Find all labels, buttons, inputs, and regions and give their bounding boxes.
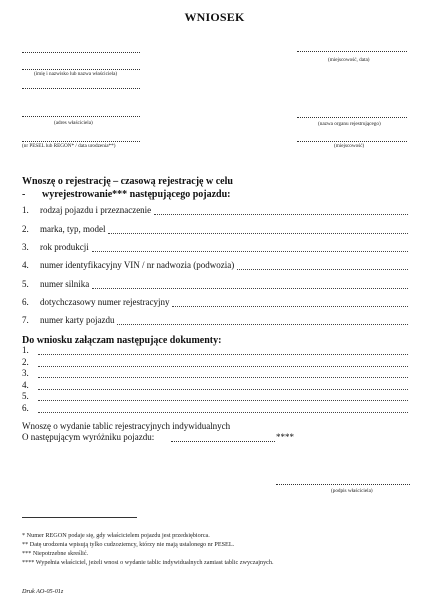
footnote: **** Wypełnia właściciel, jeżeli wnosi o wydanie tablic indywidualnych zamiast tablic zwyczajnych. <box>22 559 274 566</box>
request-line-1: Wnoszę o rejestrację – czasową rejestrację w celu <box>22 176 233 187</box>
owner-name-line[interactable] <box>22 52 140 53</box>
vehicle-item-field[interactable] <box>154 214 408 215</box>
place-date-caption: (miejscowość, data) <box>328 57 370 63</box>
place-date-line[interactable] <box>297 51 407 52</box>
plates-line-2-prefix: O następującym wyróżniku pojazdu: <box>22 432 155 442</box>
plates-line-1: Wnoszę o wydanie tablic rejestracyjnych indywidualnych <box>22 421 231 431</box>
authority-line[interactable] <box>297 117 407 118</box>
attachment-number: 2. <box>22 357 29 367</box>
vehicle-item-number: 3. <box>22 242 29 252</box>
vehicle-item-label: numer identyfikacyjny VIN / nr nadwozia (podwozia) <box>40 260 235 270</box>
attachment-field[interactable] <box>38 389 408 390</box>
pesel-line[interactable] <box>22 141 140 142</box>
vehicle-item-field[interactable] <box>172 306 408 307</box>
vehicle-item-number: 4. <box>22 260 29 270</box>
signature-caption: (podpis właściciela) <box>331 488 373 494</box>
form-title: WNIOSEK <box>184 10 245 24</box>
footnote: *** Niepotrzebne skreślić. <box>22 550 89 557</box>
footnote: * Numer REGON podaje się, gdy właścicielem pojazdu jest przedsiębiorca. <box>22 532 210 539</box>
attachment-field[interactable] <box>38 412 408 413</box>
place-caption: (miejscowość) <box>334 143 365 149</box>
vehicle-item-number: 5. <box>22 279 29 289</box>
attachment-field[interactable] <box>38 366 408 367</box>
vehicle-item-label: marka, typ, model <box>40 224 106 234</box>
vehicle-item-label: numer karty pojazdu <box>40 315 115 325</box>
attachment-number: 3. <box>22 368 29 378</box>
owner-address-line[interactable] <box>22 88 140 89</box>
owner-address-line-2[interactable] <box>22 116 140 117</box>
attachment-number: 1. <box>22 345 29 355</box>
vehicle-item-number: 6. <box>22 297 29 307</box>
vehicle-item-label: rok produkcji <box>40 242 89 252</box>
attachment-number: 5. <box>22 391 29 401</box>
request-line-2: wyrejestrowanie*** następującego pojazdu: <box>42 189 231 200</box>
authority-caption: (nazwa organu rejestrującego) <box>318 121 381 127</box>
vehicle-item-number: 1. <box>22 205 29 215</box>
owner-name-line-2[interactable] <box>22 69 140 70</box>
signature-line[interactable] <box>276 484 410 485</box>
footnote-separator <box>22 517 137 518</box>
vehicle-item-field[interactable] <box>117 324 408 325</box>
plates-line-2-suffix: **** <box>276 432 294 442</box>
owner-address-caption: (adres właściciela) <box>54 120 93 126</box>
vehicle-item-number: 2. <box>22 224 29 234</box>
vehicle-item-field[interactable] <box>92 251 408 252</box>
vehicle-item-label: rodzaj pojazdu i przeznaczenie <box>40 205 152 215</box>
request-bullet: - <box>22 189 26 200</box>
pesel-caption: (nr PESEL lub REGON* / data urodzenia**) <box>22 143 116 149</box>
vehicle-item-field[interactable] <box>108 233 408 234</box>
vehicle-item-number: 7. <box>22 315 29 325</box>
attachment-field[interactable] <box>38 354 408 355</box>
vehicle-item-label: dotychczasowy numer rejestracyjny <box>40 297 170 307</box>
vehicle-item-field[interactable] <box>237 269 408 270</box>
plates-distinguisher-field[interactable] <box>171 441 275 442</box>
vehicle-item-field[interactable] <box>92 288 408 289</box>
place-line[interactable] <box>297 141 407 142</box>
attachment-field[interactable] <box>38 377 408 378</box>
footnote: ** Datę urodzenia wpisują tylko cudzoziemcy, którzy nie mają ustalonego nr PESEL. <box>22 541 235 548</box>
attachment-field[interactable] <box>38 400 408 401</box>
attachment-number: 4. <box>22 380 29 390</box>
attachment-number: 6. <box>22 403 29 413</box>
vehicle-item-label: numer silnika <box>40 279 90 289</box>
owner-name-caption: (imię i nazwisko lub nazwa właściciela) <box>34 71 118 77</box>
attachments-heading: Do wniosku załączam następujące dokumenty: <box>22 335 222 346</box>
form-code: Druk AO-05-01z <box>22 588 64 595</box>
